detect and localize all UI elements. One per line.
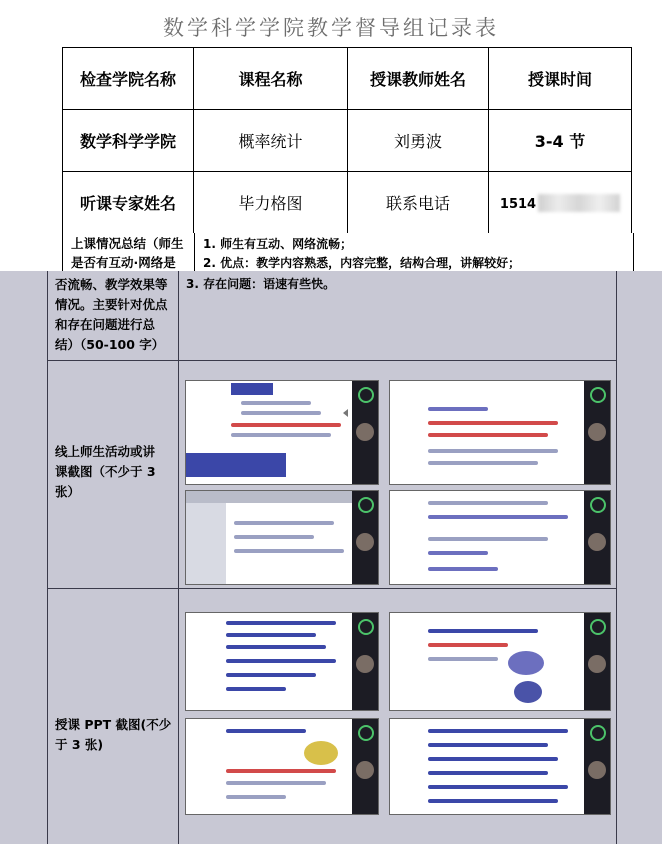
text-line xyxy=(226,781,326,785)
text-line xyxy=(428,433,548,437)
expert-name: 毕力格图 xyxy=(194,172,348,234)
text-line xyxy=(428,449,558,453)
summary-row-top xyxy=(62,233,634,271)
gauge-icon xyxy=(358,619,374,635)
text-line xyxy=(428,743,548,747)
ppt-screenshot-4 xyxy=(389,718,611,815)
toolbar-strip xyxy=(186,491,352,503)
online-screenshot-3 xyxy=(185,490,379,585)
text-line xyxy=(241,411,321,415)
phone-number-partial: 1514 xyxy=(499,196,537,212)
grid-line xyxy=(47,588,617,589)
online-label-line-1: 线上师生活动或讲 xyxy=(55,444,156,459)
text-line xyxy=(231,433,331,437)
avatar xyxy=(356,423,374,441)
play-arrow-icon xyxy=(343,409,348,417)
online-label-line-2: 课截图（不少于 3 xyxy=(55,464,156,479)
online-screenshot-4 xyxy=(389,490,611,585)
venn-diagram xyxy=(508,651,544,675)
text-line xyxy=(428,799,558,803)
avatar xyxy=(588,655,606,673)
phone-value xyxy=(489,172,632,234)
summary-label-cont xyxy=(55,275,175,355)
online-screenshot-1 xyxy=(185,380,379,485)
avatar xyxy=(588,761,606,779)
video-panel xyxy=(186,453,286,477)
gauge-icon xyxy=(590,619,606,635)
header-college: 检查学院名称 xyxy=(63,48,194,110)
avatar xyxy=(588,533,606,551)
text-line xyxy=(234,549,344,553)
sidebar xyxy=(352,491,378,584)
avatar xyxy=(356,761,374,779)
ppt-screenshot-1 xyxy=(185,612,379,711)
text-line xyxy=(428,785,568,789)
summary-label-line-2: 是否有互动·网络是 xyxy=(71,255,176,270)
text-line xyxy=(226,659,336,663)
redacted-phone xyxy=(538,194,620,212)
summary-label-cell xyxy=(63,233,195,271)
text-line xyxy=(226,729,306,733)
summary-item-1: 1. 师生有互动、网络流畅； xyxy=(203,237,353,251)
text-line xyxy=(428,567,498,571)
grid-line xyxy=(616,271,617,844)
sidebar xyxy=(584,491,610,584)
avatar xyxy=(588,423,606,441)
summary-label-line-5: 和存在问题进行总 xyxy=(55,317,156,332)
summary-label-line-1: 上课情况总结（师生 xyxy=(71,236,184,251)
gauge-icon xyxy=(590,497,606,513)
gauge-icon xyxy=(358,725,374,741)
ppt-label-line-1: 授课 PPT 截图(不少 xyxy=(55,717,172,732)
text-line xyxy=(226,673,316,677)
slide-heading-box xyxy=(231,383,273,395)
header-course: 课程名称 xyxy=(194,48,348,110)
phone-label: 联系电话 xyxy=(348,172,489,234)
summary-items-top xyxy=(203,235,520,273)
venn-diagram xyxy=(304,741,338,765)
gauge-icon xyxy=(590,387,606,403)
ppt-label-line-2: 于 3 张) xyxy=(55,737,104,752)
summary-label-line-6: 结）（50-100 字） xyxy=(55,337,165,352)
avatar xyxy=(356,655,374,673)
college-value: 数学科学学院 xyxy=(63,110,194,172)
ppt-screenshot-2 xyxy=(389,612,611,711)
header-teacher: 授课教师姓名 xyxy=(348,48,489,110)
text-line xyxy=(428,771,548,775)
sidebar xyxy=(584,381,610,484)
text-line xyxy=(428,421,558,425)
sidebar xyxy=(352,381,378,484)
gauge-icon xyxy=(358,497,374,513)
online-screenshot-2 xyxy=(389,380,611,485)
text-line xyxy=(234,535,314,539)
venn-diagram xyxy=(514,681,542,703)
text-line xyxy=(428,657,498,661)
text-line xyxy=(226,645,326,649)
summary-item-2: 2. 优点：教学内容熟悉，内容完整，结构合理，讲解较好； xyxy=(203,256,521,270)
text-line xyxy=(428,407,488,411)
time-value: 3-4 节 xyxy=(489,110,632,172)
grid-line xyxy=(47,271,48,844)
text-line xyxy=(234,521,334,525)
text-line xyxy=(226,621,336,625)
sidebar xyxy=(352,613,378,710)
text-line xyxy=(226,795,286,799)
text-line xyxy=(428,729,568,733)
text-line xyxy=(428,757,558,761)
text-line xyxy=(241,401,311,405)
header-time: 授课时间 xyxy=(489,48,632,110)
ppt-screenshot-3 xyxy=(185,718,379,815)
text-line xyxy=(428,629,538,633)
grid-line xyxy=(178,271,179,844)
avatar xyxy=(356,533,374,551)
text-line xyxy=(428,643,508,647)
document-title: 数学科学学院教学督导组记录表 xyxy=(163,16,499,40)
text-line xyxy=(428,461,538,465)
sidebar xyxy=(584,719,610,814)
gauge-icon xyxy=(590,725,606,741)
text-line xyxy=(428,537,548,541)
sidebar xyxy=(584,613,610,710)
grid-line xyxy=(47,360,617,361)
course-value: 概率统计 xyxy=(194,110,348,172)
ppt-screenshot-label xyxy=(55,715,175,755)
text-line xyxy=(226,687,286,691)
record-table xyxy=(62,47,632,234)
text-line xyxy=(226,633,316,637)
teacher-value: 刘勇波 xyxy=(348,110,489,172)
summary-label-line-4: 情况。主要针对优点 xyxy=(55,297,168,312)
summary-item-3: 3. 存在问题：语速有些快。 xyxy=(186,277,336,291)
sidebar xyxy=(352,719,378,814)
expert-label: 听课专家姓名 xyxy=(63,172,194,234)
text-line xyxy=(231,423,341,427)
text-line xyxy=(226,769,336,773)
gauge-icon xyxy=(358,387,374,403)
text-line xyxy=(428,515,568,519)
text-line xyxy=(428,551,488,555)
summary-label xyxy=(71,234,193,272)
online-screenshot-label xyxy=(55,442,175,502)
summary-label-line-3: 否流畅、教学效果等 xyxy=(55,277,168,292)
online-label-line-3: 张） xyxy=(55,484,81,499)
side-panel xyxy=(186,503,226,584)
text-line xyxy=(428,501,548,505)
